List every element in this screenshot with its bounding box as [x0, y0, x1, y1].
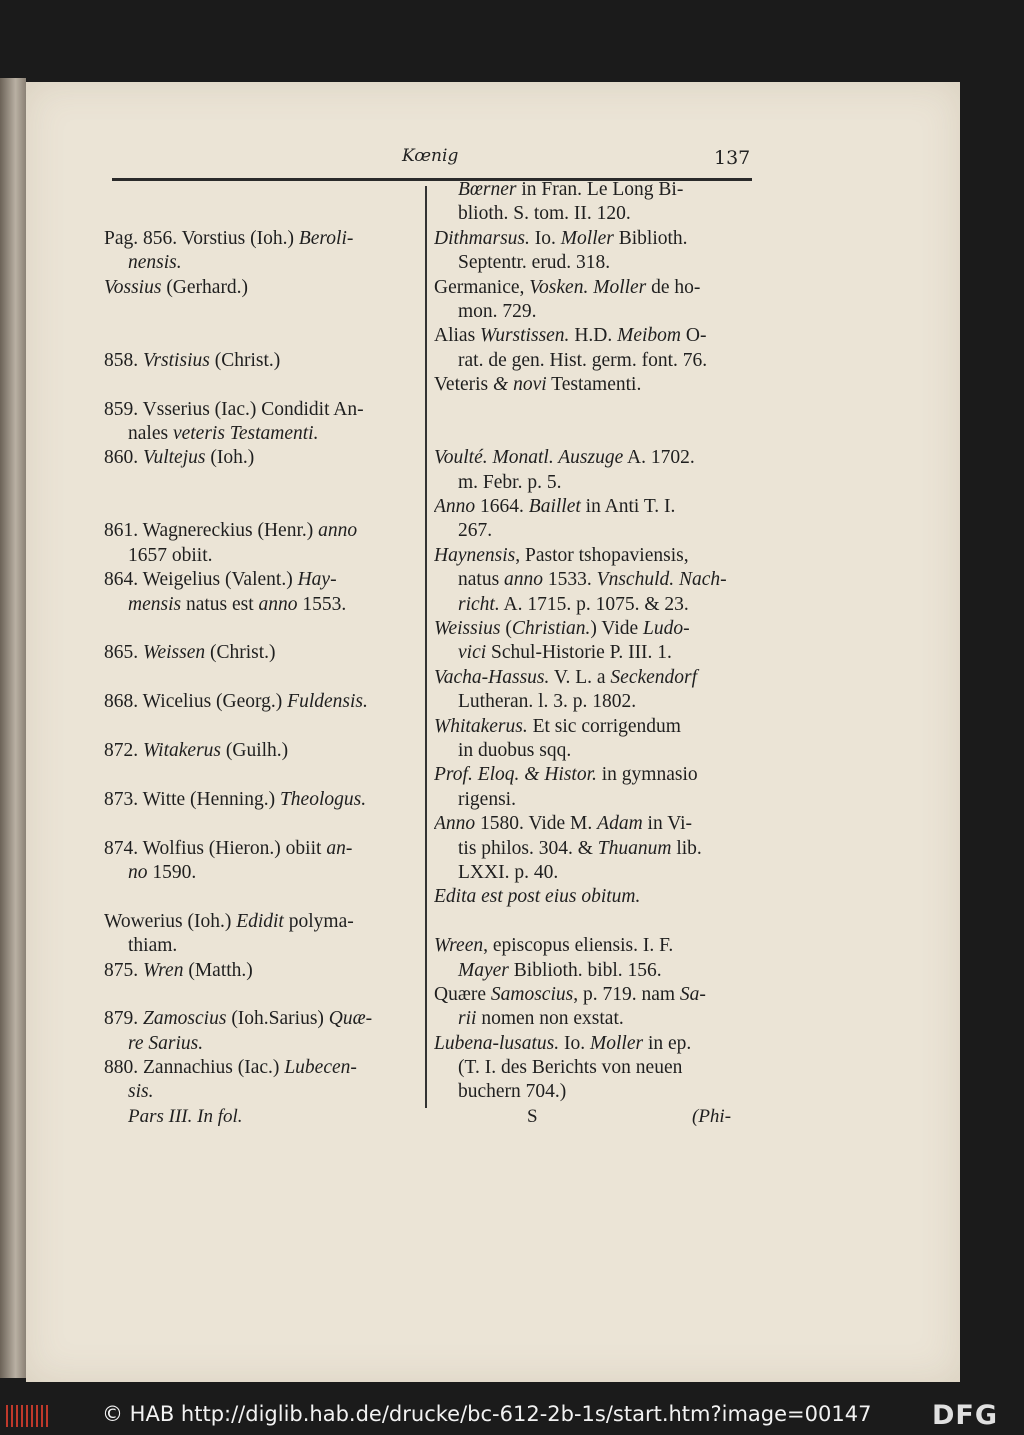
text-line	[104, 715, 416, 739]
text-segment: Io.	[559, 1032, 591, 1054]
text-segment: mon. 729.	[458, 300, 537, 322]
text-line	[104, 617, 416, 641]
text-line	[104, 544, 416, 568]
text-line	[104, 349, 416, 373]
text-line	[434, 349, 746, 373]
running-header: Kœnig	[402, 146, 459, 166]
text-segment: Edidit	[236, 910, 284, 932]
text-line	[434, 519, 746, 543]
text-line	[104, 471, 416, 495]
text-segment: (Gerhard.)	[161, 276, 249, 298]
text-line	[104, 837, 416, 861]
text-segment: Weissius	[434, 618, 501, 640]
text-segment: 1533.	[543, 569, 597, 591]
text-segment: 1657 obiit.	[128, 544, 213, 566]
text-segment: , episcopus eliensis. I. F.	[483, 935, 674, 957]
text-line	[434, 837, 746, 861]
text-segment: Et sic corrigendum	[527, 715, 681, 737]
text-segment: (Matth.)	[183, 959, 253, 981]
text-segment: Vossius	[104, 276, 162, 298]
text-segment: (Christ.)	[209, 349, 281, 371]
footer-volume: Pars III. In fol.	[128, 1106, 243, 1127]
text-segment: in Anti T. I.	[580, 496, 676, 518]
text-segment: 864. Weigelius (Valent.)	[104, 569, 298, 591]
text-line	[104, 641, 416, 665]
text-segment: in Vi-	[642, 813, 693, 835]
text-line	[104, 1056, 416, 1080]
text-segment: vici	[458, 642, 487, 664]
text-segment: Veteris	[434, 374, 494, 396]
text-line	[104, 324, 416, 348]
text-segment: (	[500, 618, 512, 640]
text-segment: 859. Vsserius (Iac.) Condidit An-	[104, 398, 364, 420]
text-segment: Prof. Eloq. & Histor.	[434, 764, 597, 786]
text-segment: , Pastor tshopaviensis,	[515, 544, 689, 566]
text-line	[104, 446, 416, 470]
text-segment: in duobus sqq.	[458, 739, 572, 761]
text-segment: H.D.	[569, 325, 618, 347]
text-line	[104, 861, 416, 885]
text-segment: Io.	[529, 227, 561, 249]
text-segment: in Fran. Le Long Bi-	[516, 179, 684, 200]
text-segment: in gymnasio	[596, 764, 698, 786]
text-segment: Anno	[434, 813, 476, 835]
viewer-bar	[0, 1397, 1024, 1435]
text-line	[434, 910, 746, 934]
text-segment: Meibom	[617, 325, 682, 347]
text-line	[434, 739, 746, 763]
text-line	[104, 983, 416, 1007]
text-segment: , p. 719. nam	[573, 983, 680, 1005]
text-segment: tis philos. 304. &	[458, 837, 598, 859]
text-segment: Schul-Historie P. III. 1.	[486, 642, 672, 664]
text-segment: richt.	[458, 593, 500, 615]
text-line	[104, 1080, 416, 1104]
text-segment: LXXI. p. 40.	[458, 861, 559, 883]
dfg-logo: DFG	[932, 1400, 999, 1431]
text-segment: Vosken.	[529, 276, 589, 298]
text-line	[434, 1080, 746, 1104]
text-line	[104, 495, 416, 519]
text-segment: Moller	[593, 276, 647, 298]
text-segment: Testamenti.	[546, 374, 642, 396]
text-line	[434, 1007, 746, 1031]
text-segment: Witakerus	[143, 739, 221, 761]
text-line	[104, 959, 416, 983]
text-segment: Lubecen-	[284, 1057, 357, 1079]
text-segment: 860.	[104, 447, 143, 469]
text-segment: Bœrner	[458, 179, 517, 200]
text-line	[104, 422, 416, 446]
text-line	[434, 276, 746, 300]
text-segment: anno	[504, 569, 544, 591]
text-segment: 267.	[458, 520, 493, 542]
text-line	[104, 519, 416, 543]
text-segment: Wreen	[434, 935, 484, 957]
text-line	[434, 300, 746, 324]
text-segment: Vnschuld. Nach-	[596, 569, 727, 591]
text-segment: O-	[681, 325, 707, 347]
text-segment: Seckendorf	[610, 666, 698, 688]
column-divider	[425, 186, 427, 1108]
text-segment: 874. Wolfius (Hieron.) obiit	[104, 837, 327, 859]
text-line	[434, 812, 746, 836]
text-line	[434, 422, 746, 446]
text-segment: in ep.	[643, 1032, 692, 1054]
text-segment: Germanice,	[434, 276, 530, 298]
text-segment: nomen non exstat.	[476, 1008, 624, 1030]
text-segment: (Ioh.Sarius)	[226, 1008, 329, 1030]
text-segment: anno	[258, 593, 298, 615]
text-segment: 858.	[104, 349, 143, 371]
catchword: (Phi-	[692, 1106, 732, 1127]
text-line	[434, 251, 746, 275]
text-line	[434, 495, 746, 519]
text-line	[434, 373, 746, 397]
text-segment: 880. Zannachius (Iac.)	[104, 1057, 285, 1079]
text-line	[104, 398, 416, 422]
text-segment: Dithmarsus.	[434, 227, 530, 249]
text-segment: an-	[326, 837, 353, 859]
left-column	[104, 178, 416, 1105]
text-line	[434, 934, 746, 958]
text-line	[434, 861, 746, 885]
text-segment: (Ioh.)	[205, 447, 255, 469]
text-line	[434, 471, 746, 495]
text-segment: Septentr. erud. 318.	[458, 252, 611, 274]
text-segment: Thuanum	[597, 837, 672, 859]
text-segment: blioth. S. tom. II. 120.	[458, 203, 631, 225]
barcode-icon	[6, 1405, 50, 1427]
text-segment: Alias	[434, 325, 481, 347]
text-line	[434, 885, 746, 909]
text-segment: 873. Witte (Henning.)	[104, 788, 280, 810]
copyright-link[interactable]: © HAB http://diglib.hab.de/drucke/bc-612-2b-1s/start.htm?image=00147	[102, 1402, 872, 1426]
text-line	[434, 788, 746, 812]
text-line	[104, 885, 416, 909]
text-segment: Voulté.	[434, 447, 488, 469]
text-segment: 1664.	[475, 496, 529, 518]
text-segment: Lutheran. l. 3. p. 1802.	[458, 691, 637, 713]
text-segment: 861. Wagnereckius (Henr.)	[104, 520, 319, 542]
text-line	[104, 788, 416, 812]
text-line	[104, 300, 416, 324]
text-line	[434, 593, 746, 617]
text-segment: (Christ.)	[205, 642, 276, 664]
text-segment: &	[493, 374, 509, 396]
text-segment: 872.	[104, 739, 143, 761]
text-line	[434, 227, 746, 251]
text-line	[434, 398, 746, 422]
text-segment: Whitakerus.	[434, 715, 528, 737]
text-line	[434, 617, 746, 641]
text-line	[434, 715, 746, 739]
text-line	[104, 1032, 416, 1056]
text-segment: 868. Wicelius (Georg.)	[104, 691, 288, 713]
text-segment: novi	[513, 374, 547, 396]
text-segment: thiam.	[128, 935, 178, 957]
text-segment: lib.	[671, 837, 702, 859]
text-line	[434, 446, 746, 470]
text-segment: V. L. a	[549, 666, 611, 688]
text-line	[104, 739, 416, 763]
text-segment: Quæ-	[328, 1008, 373, 1030]
text-segment: Christian.	[511, 618, 591, 640]
text-segment: 875.	[104, 959, 143, 981]
text-line	[434, 568, 746, 592]
text-segment: natus est	[181, 593, 259, 615]
text-segment: buchern 704.)	[458, 1081, 567, 1103]
text-segment: Quære	[434, 983, 491, 1005]
text-segment: ) Vide	[590, 618, 644, 640]
text-segment: sis.	[128, 1081, 154, 1103]
text-segment: Beroli-	[298, 227, 354, 249]
text-line	[104, 202, 416, 226]
text-segment: m. Febr. p. 5.	[458, 471, 562, 493]
signature-mark: S	[527, 1106, 538, 1127]
text-line	[434, 324, 746, 348]
text-line	[434, 1032, 746, 1056]
text-segment: anno	[318, 520, 358, 542]
text-line	[434, 666, 746, 690]
text-segment: Samoscius	[490, 983, 574, 1005]
text-line	[104, 373, 416, 397]
text-segment: Vultejus	[143, 447, 206, 469]
text-segment: natus	[458, 569, 505, 591]
text-line	[434, 690, 746, 714]
text-line	[104, 812, 416, 836]
text-segment: Moller	[560, 227, 614, 249]
text-segment: 1590.	[147, 861, 197, 883]
text-line	[434, 763, 746, 787]
text-segment: Vrstisius	[143, 349, 210, 371]
text-line	[104, 251, 416, 275]
text-segment: (Guilh.)	[221, 739, 289, 761]
text-line	[434, 959, 746, 983]
text-segment: Biblioth.	[613, 227, 688, 249]
text-segment: Lubena-lusatus.	[434, 1032, 560, 1054]
text-line	[104, 227, 416, 251]
text-segment: Wren	[143, 959, 184, 981]
text-segment: nensis.	[128, 252, 182, 274]
text-segment: no	[128, 861, 148, 883]
page-number: 137	[714, 147, 751, 169]
text-segment: de ho-	[646, 276, 701, 298]
text-segment: 1580. Vide M.	[475, 813, 598, 835]
text-segment: Moller	[590, 1032, 644, 1054]
text-segment: Monatl. Auszuge	[492, 447, 624, 469]
text-segment: Adam	[597, 813, 643, 835]
text-segment: veteris Testamenti.	[172, 422, 319, 444]
text-line	[434, 1056, 746, 1080]
text-segment: Theologus.	[279, 788, 367, 810]
text-segment: Vacha-Hassus.	[434, 666, 550, 688]
text-segment: 1553.	[297, 593, 347, 615]
text-segment: polyma-	[283, 910, 354, 932]
text-segment: A. 1715. p. 1075. & 23.	[499, 593, 689, 615]
text-line	[104, 934, 416, 958]
text-segment: Zamoscius	[143, 1008, 227, 1030]
text-segment: mensis	[128, 593, 182, 615]
text-line	[104, 276, 416, 300]
left-page-edge	[0, 78, 26, 1378]
text-line	[104, 178, 416, 202]
text-segment: Hay-	[297, 569, 337, 591]
text-segment: Wowerius (Ioh.)	[104, 910, 237, 932]
text-line	[434, 178, 746, 202]
text-line	[104, 690, 416, 714]
text-segment: Ludo-	[643, 618, 690, 640]
text-segment: Biblioth. bibl. 156.	[508, 959, 662, 981]
text-segment: nales	[128, 422, 173, 444]
text-line	[434, 983, 746, 1007]
text-line	[104, 666, 416, 690]
text-line	[104, 593, 416, 617]
text-segment: Fuldensis.	[287, 691, 368, 713]
text-line	[104, 568, 416, 592]
text-segment: Weissen	[143, 642, 206, 664]
text-segment: rii	[458, 1008, 477, 1030]
text-segment: Edita est post eius obitum.	[434, 886, 641, 908]
text-line	[104, 763, 416, 787]
text-segment: Wurstissen.	[480, 325, 570, 347]
text-segment: Haynensis	[434, 544, 516, 566]
text-segment: A. 1702.	[623, 447, 695, 469]
text-line	[434, 641, 746, 665]
text-segment: Anno	[434, 496, 476, 518]
text-segment: rat. de gen. Hist. germ. font. 76.	[458, 349, 708, 371]
text-segment: Mayer	[458, 959, 509, 981]
text-segment: rigensi.	[458, 788, 516, 810]
text-line	[104, 1007, 416, 1031]
text-segment: 865.	[104, 642, 143, 664]
text-segment: Pag. 856. Vorstius (Ioh.)	[104, 227, 299, 249]
text-line	[104, 910, 416, 934]
right-column	[434, 178, 746, 1105]
text-line	[434, 202, 746, 226]
text-segment: (T. I. des Berichts von neuen	[458, 1057, 683, 1079]
text-segment: re Sarius.	[128, 1032, 204, 1054]
text-segment: Sa-	[679, 983, 706, 1005]
text-line	[434, 544, 746, 568]
text-segment: 879.	[104, 1008, 143, 1030]
text-segment: Baillet	[528, 496, 581, 518]
